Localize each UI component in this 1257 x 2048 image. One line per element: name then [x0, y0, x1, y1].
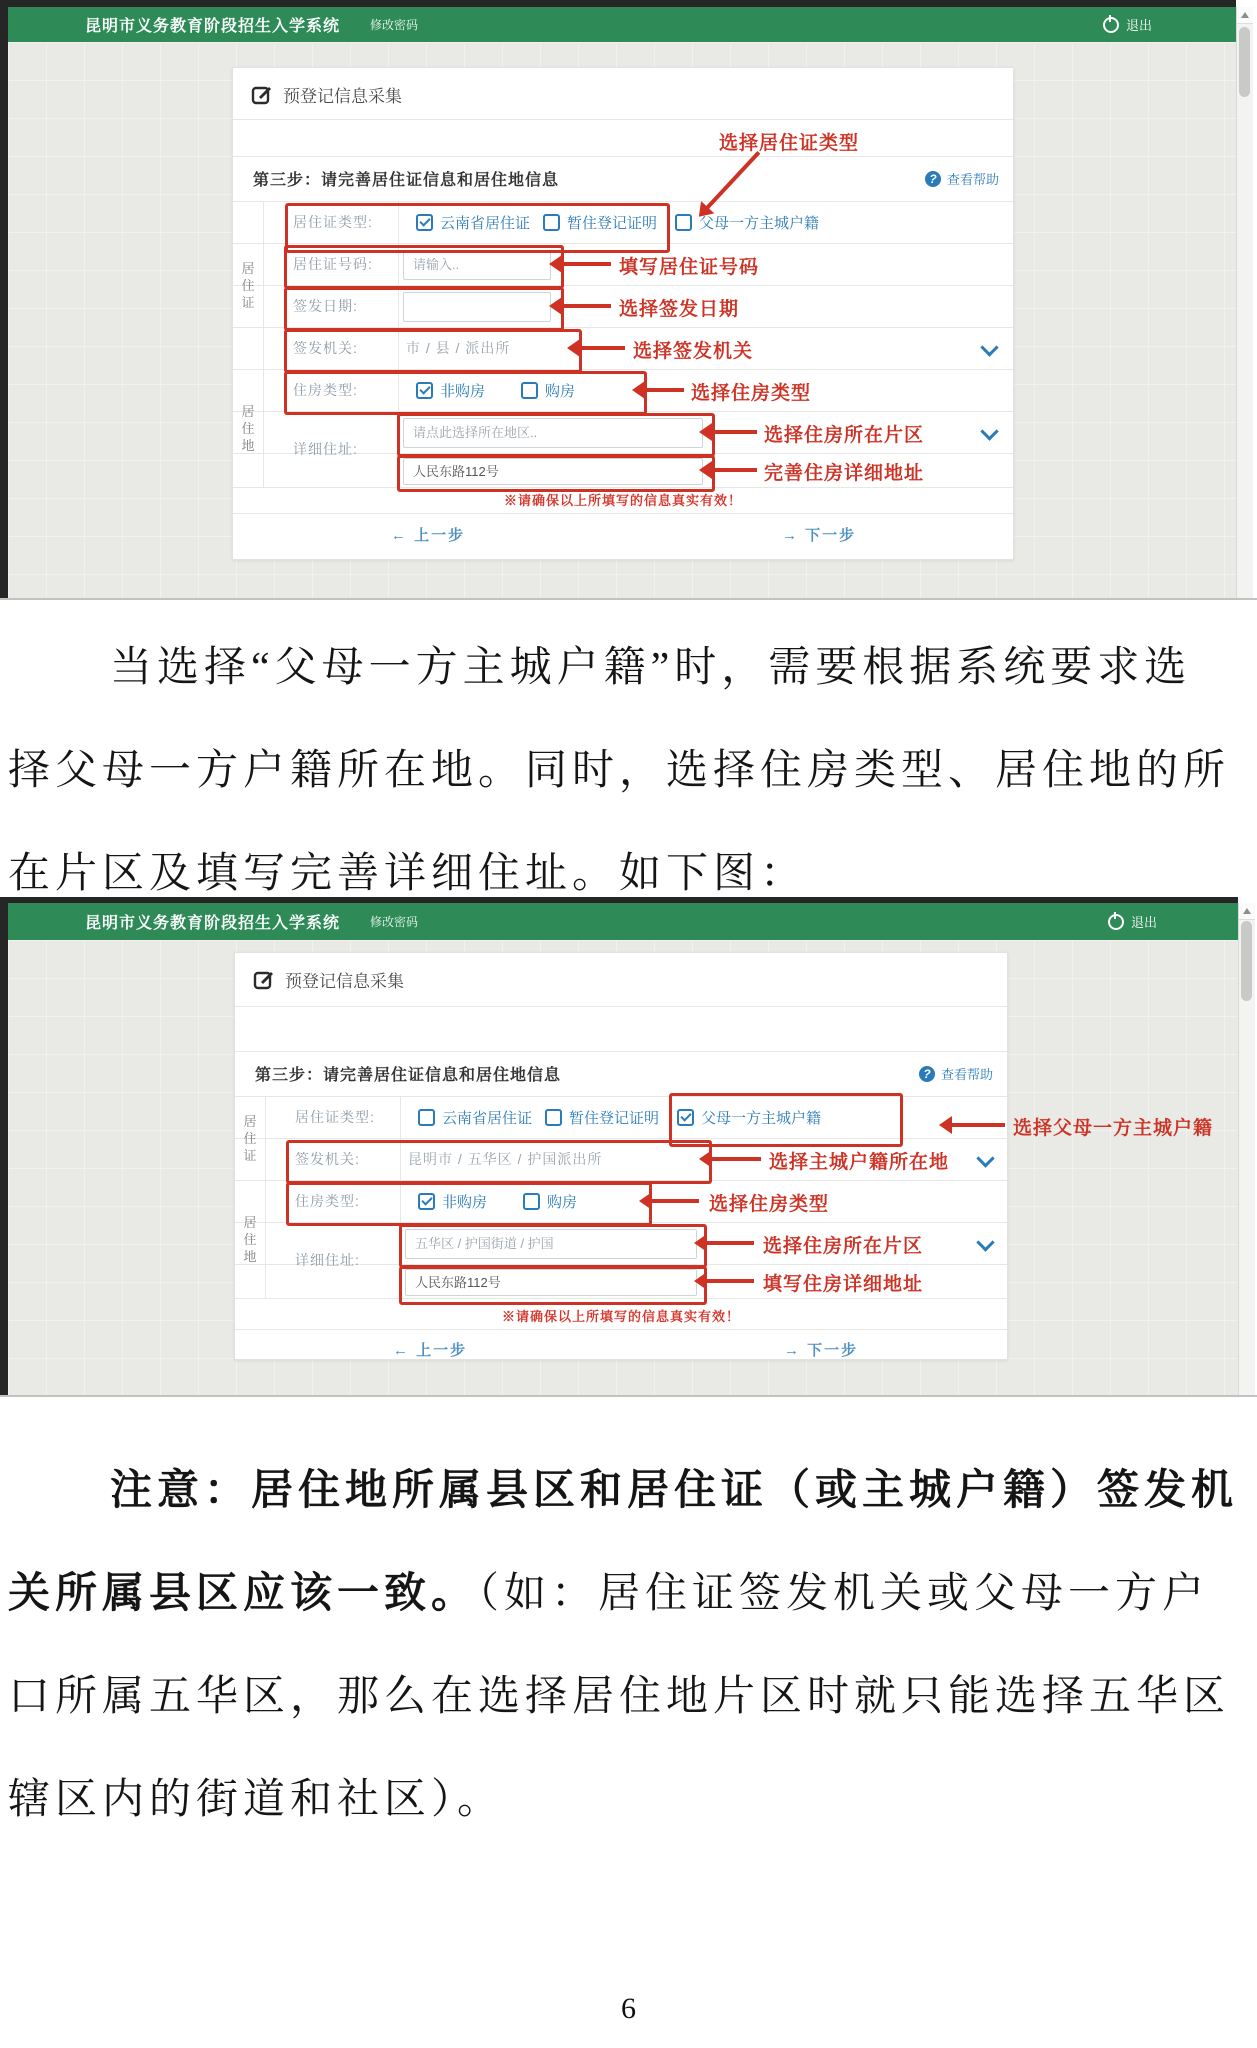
permit-type-label: 居住证类型: [295, 1109, 375, 1125]
annotation-arrow [711, 468, 757, 472]
page-number: 6 [621, 1992, 636, 2025]
annotation-hukou-location: 选择主城户籍所在地 [769, 1152, 950, 1173]
view-help-link[interactable] [925, 156, 999, 201]
screenshot-bottom-edge [0, 598, 1257, 600]
next-step-button[interactable]: → 下一步 [782, 524, 856, 545]
divider [235, 1329, 1007, 1330]
paragraph-line: 辖区内的街道和社区）。 [8, 1777, 505, 1823]
detail-address-input[interactable]: 人民东路112号 [405, 1269, 697, 1296]
divider [235, 1006, 1007, 1007]
screenshot-city-hukou-form [0, 897, 1257, 1397]
change-password-link[interactable]: 修改密码 [370, 18, 419, 32]
power-icon [1108, 914, 1124, 930]
annotation-box [284, 287, 564, 331]
option-temp-registration[interactable] [545, 1096, 659, 1138]
edit-icon [251, 84, 273, 106]
option-label: 暂住登记证明 [567, 214, 658, 232]
app-title: 昆明市义务教育阶段招生入学系统 [85, 18, 341, 35]
panel-title-row [251, 82, 402, 107]
scroll-up-button[interactable] [1237, 7, 1253, 24]
annotation-box [397, 413, 715, 457]
annotation-arrow [711, 1157, 761, 1161]
address-label: 详细住址: [293, 441, 358, 457]
annotation-box [284, 371, 647, 415]
annotation-arrow [706, 1279, 754, 1283]
paragraph-line: 当选择“父母一方主城户籍”时，需要根据系统要求选 [110, 645, 1192, 691]
change-password-link[interactable]: 修改密码 [370, 915, 419, 929]
divider [233, 156, 1013, 157]
annotation-box [286, 1140, 712, 1184]
panel-title: 预登记信息采集 [283, 87, 402, 106]
annotation-permit-type: 选择居住证类型 [719, 133, 860, 154]
option-label: 父母一方主城户籍 [699, 214, 820, 232]
paragraph-line: 口所属五华区，那么在选择居住地片区时就只能选择五华区 [8, 1674, 1231, 1720]
annotation-box [284, 329, 582, 373]
prev-step-button[interactable]: ← 上一步 [393, 1339, 467, 1360]
annotation-issue-date: 选择签发日期 [619, 299, 740, 320]
paragraph-line: 择父母一方户籍所在地。同时，选择住房类型、居住地的所 [8, 748, 1231, 794]
annotation-permit-number: 填写居住证号码 [619, 257, 760, 278]
option-label: 非购房 [442, 1193, 488, 1211]
annotation-box [669, 1093, 903, 1147]
annotation-housing-type: 选择住房类型 [709, 1194, 830, 1215]
annotation-permit-type: 选择父母一方主城户籍 [1013, 1118, 1214, 1139]
issuing-authority-label: 签发机关: [293, 340, 358, 356]
permit-number-input[interactable]: 请输入.. [403, 250, 551, 280]
annotation-box [284, 245, 564, 289]
annotation-box [399, 1224, 707, 1268]
edit-icon [253, 969, 275, 991]
pre-registration-panel [234, 952, 1214, 1360]
scrollbar-thumb[interactable] [1241, 921, 1252, 1001]
warning-text: ※请确保以上所填写的信息真实有效！ [503, 493, 742, 508]
logout-button[interactable] [1108, 903, 1157, 940]
option-yunnan-permit[interactable] [418, 1096, 532, 1138]
paragraph-line: 关所属县区应该一致。（如：居住证签发机关或父母一方户 [8, 1571, 1210, 1617]
body-paragraph [8, 617, 1250, 926]
annotation-arrow [579, 346, 625, 350]
next-step-button[interactable]: → 下一步 [784, 1339, 858, 1360]
app-header-bar [8, 7, 1236, 42]
option-label: 父母一方主城户籍 [701, 1109, 822, 1127]
screenshot-bottom-edge [0, 1395, 1257, 1397]
permit-type-label: 居住证类型: [293, 214, 373, 230]
option-label: 购房 [547, 1193, 578, 1211]
permit-number-label: 居住证号码: [293, 256, 373, 272]
address-label: 详细住址: [295, 1252, 360, 1268]
window-edge [0, 897, 8, 1397]
district-select-input[interactable]: 五华区 / 护国街道 / 护国 [405, 1229, 697, 1259]
group-label-residence-permit: 居住证 [233, 201, 264, 369]
issuing-authority-label: 签发机关: [295, 1151, 360, 1167]
power-icon [1103, 17, 1119, 33]
issue-date-label: 签发日期: [293, 298, 358, 314]
housing-type-label: 住房类型: [295, 1193, 360, 1209]
scrollbar-thumb[interactable] [1239, 27, 1250, 97]
annotation-arrow [561, 262, 611, 266]
option-label: 云南省居住证 [440, 214, 531, 232]
group-label-residence: 居住地 [233, 369, 264, 487]
chevron-down-icon[interactable] [980, 338, 998, 356]
step-title: 第三步：请完善居住证信息和居住地信息 [255, 1067, 562, 1084]
note-paragraph [8, 1440, 1250, 1852]
scroll-up-button[interactable] [1239, 903, 1255, 920]
annotation-district: 选择住房所在片区 [764, 425, 925, 446]
option-label: 云南省居住证 [442, 1109, 533, 1127]
logout-button[interactable] [1103, 7, 1152, 42]
annotation-detail-address: 完善住房详细地址 [764, 463, 925, 484]
pre-registration-panel [232, 67, 1014, 560]
paragraph-line: 在片区及填写完善详细住址。如下图： [8, 851, 808, 897]
checkbox-unchecked-icon [675, 214, 692, 231]
prev-step-button[interactable]: ← 上一步 [391, 524, 465, 545]
annotation-detail-address: 填写住房详细地址 [763, 1274, 924, 1295]
chevron-down-icon[interactable] [980, 422, 998, 440]
checkbox-unchecked-icon [418, 1109, 435, 1126]
triangle-up-icon [1243, 908, 1251, 914]
option-label: 购房 [545, 382, 576, 400]
chevron-down-icon[interactable] [976, 1149, 994, 1167]
help-label: 查看帮助 [946, 172, 999, 187]
annotation-arrow [951, 1123, 1005, 1127]
question-icon [919, 1066, 935, 1082]
logout-label: 退出 [1131, 915, 1158, 930]
checkbox-unchecked-icon [545, 1109, 562, 1126]
divider [235, 1051, 1007, 1052]
annotation-box [399, 1266, 707, 1305]
annotation-box [397, 455, 715, 492]
option-label: 暂住登记证明 [569, 1109, 660, 1127]
annotation-district: 选择住房所在片区 [763, 1236, 924, 1257]
divider [233, 513, 1013, 514]
scrollbar[interactable] [1238, 903, 1255, 1395]
question-icon [925, 171, 941, 187]
scrollbar[interactable] [1236, 7, 1253, 598]
annotation-housing-type: 选择住房类型 [691, 383, 812, 404]
window-edge [0, 0, 1236, 7]
screenshot-residence-permit-form [0, 0, 1257, 600]
help-label: 查看帮助 [940, 1067, 993, 1082]
group-label-residence-permit: 居住证 [235, 1096, 266, 1180]
group-label-residence: 居住地 [235, 1180, 266, 1298]
triangle-up-icon [1241, 12, 1249, 18]
annotation-arrow [706, 1241, 754, 1245]
annotation-box [286, 1182, 652, 1226]
panel-title-row [253, 967, 404, 992]
logout-label: 退出 [1126, 18, 1153, 33]
housing-type-label: 住房类型: [293, 382, 358, 398]
window-edge [0, 0, 8, 600]
annotation-arrow [644, 388, 684, 392]
step-title: 第三步：请完善居住证信息和居住地信息 [253, 172, 560, 189]
app-header-bar [8, 903, 1238, 940]
divider [233, 119, 1013, 120]
app-title: 昆明市义务教育阶段招生入学系统 [85, 915, 341, 932]
detail-address-input[interactable]: 人民东路112号 [403, 458, 703, 485]
issuing-authority-value[interactable]: 市 / 县 / 派出所 [406, 340, 511, 356]
option-label: 非购房 [440, 382, 486, 400]
annotation-issuing-authority: 选择签发机关 [633, 341, 754, 362]
paragraph-line: 注意：居住地所属县区和居住证（或主城户籍）签发机 [110, 1468, 1239, 1514]
warning-text: ※请确保以上所填写的信息真实有效！ [501, 1309, 740, 1324]
district-select-input[interactable]: 请点此选择所在地区.. [403, 418, 703, 448]
chevron-down-icon[interactable] [976, 1233, 994, 1251]
issuing-authority-value[interactable]: 昆明市 / 五华区 / 护国派出所 [408, 1151, 603, 1167]
annotation-arrow [711, 430, 757, 434]
annotation-arrow [651, 1199, 699, 1203]
panel-title: 预登记信息采集 [285, 972, 404, 991]
view-help-link[interactable] [919, 1051, 993, 1096]
annotation-arrow [561, 304, 611, 308]
